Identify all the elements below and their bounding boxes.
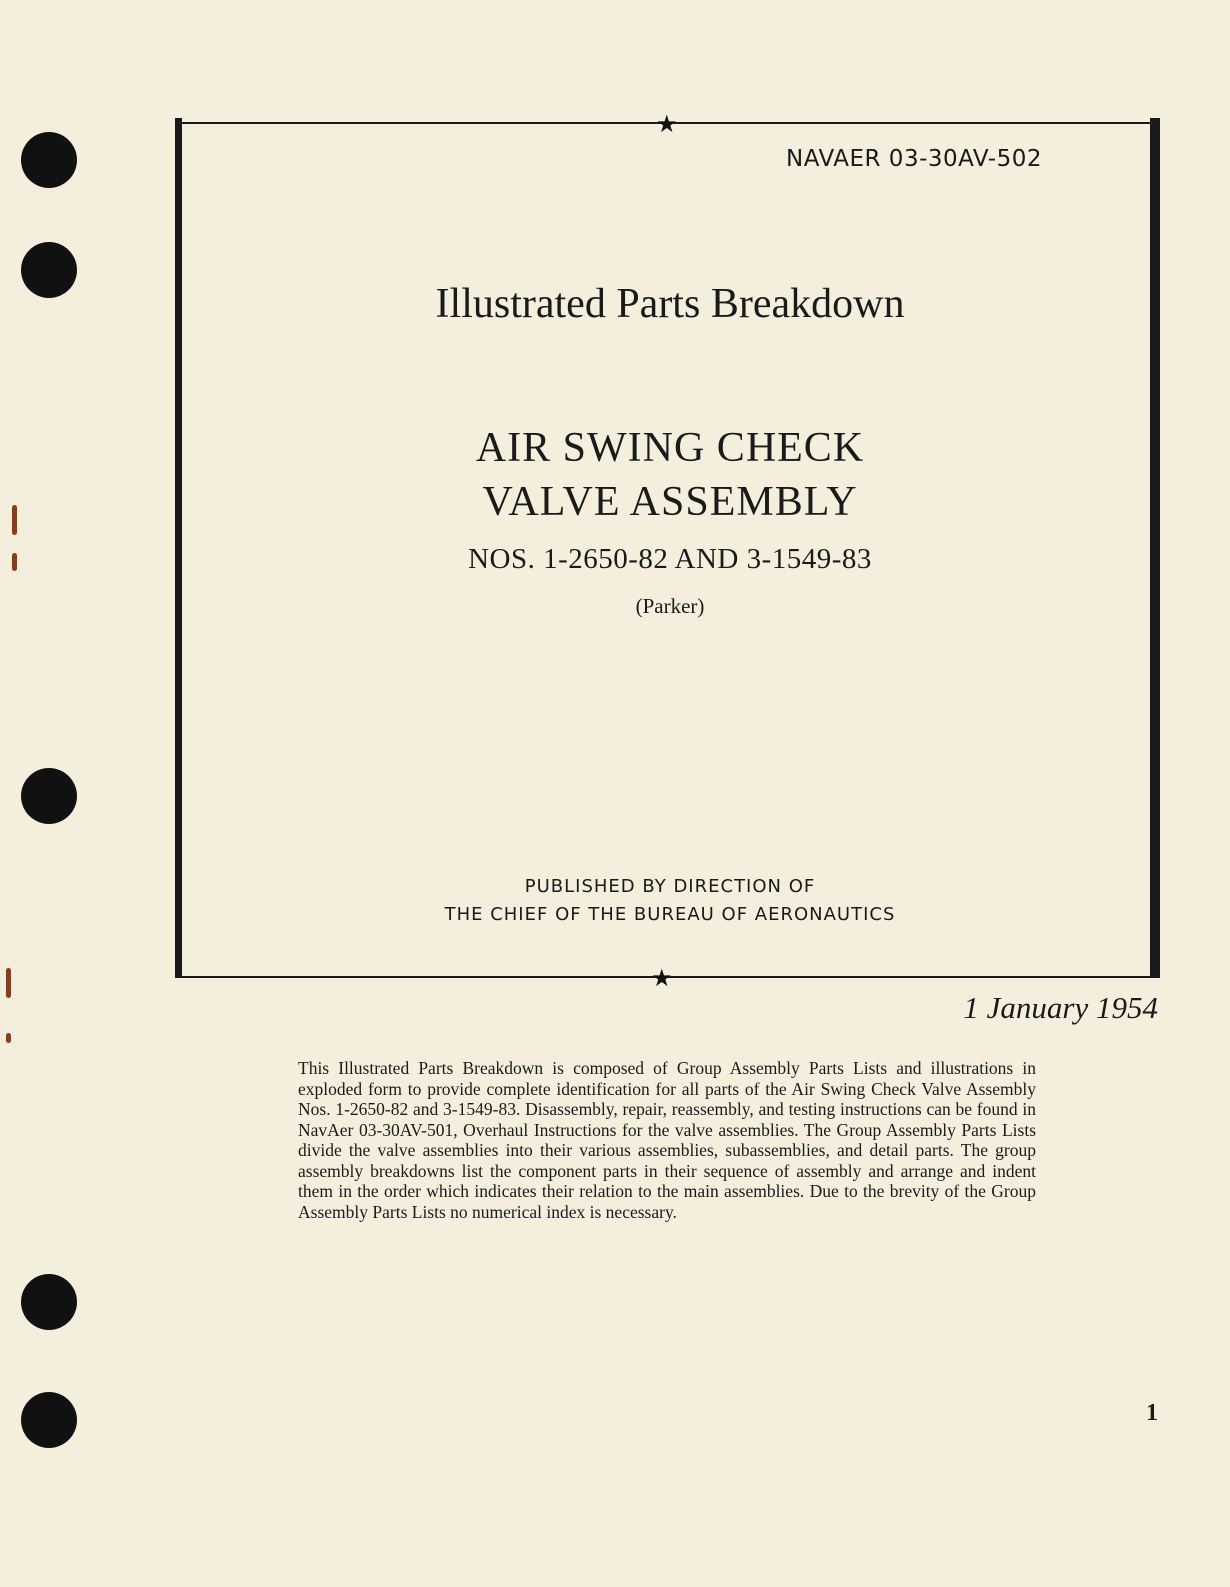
- binder-hole: [21, 768, 77, 824]
- binder-hole: [21, 1274, 77, 1330]
- binder-hole: [21, 1392, 77, 1448]
- subject-line-1: AIR SWING CHECK: [475, 425, 865, 471]
- published-line-1: PUBLISHED BY DIRECTION OF: [524, 876, 816, 897]
- rust-stain: [6, 968, 11, 998]
- page-number: 1: [1146, 1400, 1158, 1426]
- published-line-2: THE CHIEF OF THE BUREAU OF AERONAUTICS: [444, 904, 896, 925]
- publication-date: 1 January 1954: [963, 990, 1158, 1025]
- document-number: NAVAER 03-30AV-502: [786, 146, 1042, 172]
- binder-hole: [21, 132, 77, 188]
- part-numbers: NOS. 1-2650-82 AND 3-1549-83: [468, 543, 872, 575]
- binder-hole: [21, 242, 77, 298]
- rust-stain: [12, 553, 17, 571]
- intro-paragraph: This Illustrated Parts Breakdown is composed of Group Assembly Parts Lists and illustrations in exploded form to provide complete identification for all parts of the Air Swing Check Valve Assembly Nos. 1-2650-82 and 3-1549-83. Disassembly, repair, reassembly, and testing instructions can be found in NavAer 03-30AV-501, Overhaul Instructions for the valve assemblies. The Group Assembly Parts Lists divide the valve assemblies into their various assemblies, subassemblies, and detail parts. The group assembly breakdowns list the component parts in their sequence of assembly and arrange and indent them in the order which indicates their relation to the main assemblies. Due to the brevity of the Group Assembly Parts Lists no numerical index is necessary.: [298, 1058, 1036, 1222]
- rust-stain: [6, 1033, 11, 1043]
- document-title: Illustrated Parts Breakdown: [435, 281, 905, 327]
- bottom-star-icon: ★: [651, 964, 673, 992]
- manufacturer: (Parker): [635, 594, 705, 618]
- top-star-icon: ★: [656, 110, 678, 138]
- subject-line-2: VALVE ASSEMBLY: [482, 479, 858, 525]
- rust-stain: [12, 505, 17, 535]
